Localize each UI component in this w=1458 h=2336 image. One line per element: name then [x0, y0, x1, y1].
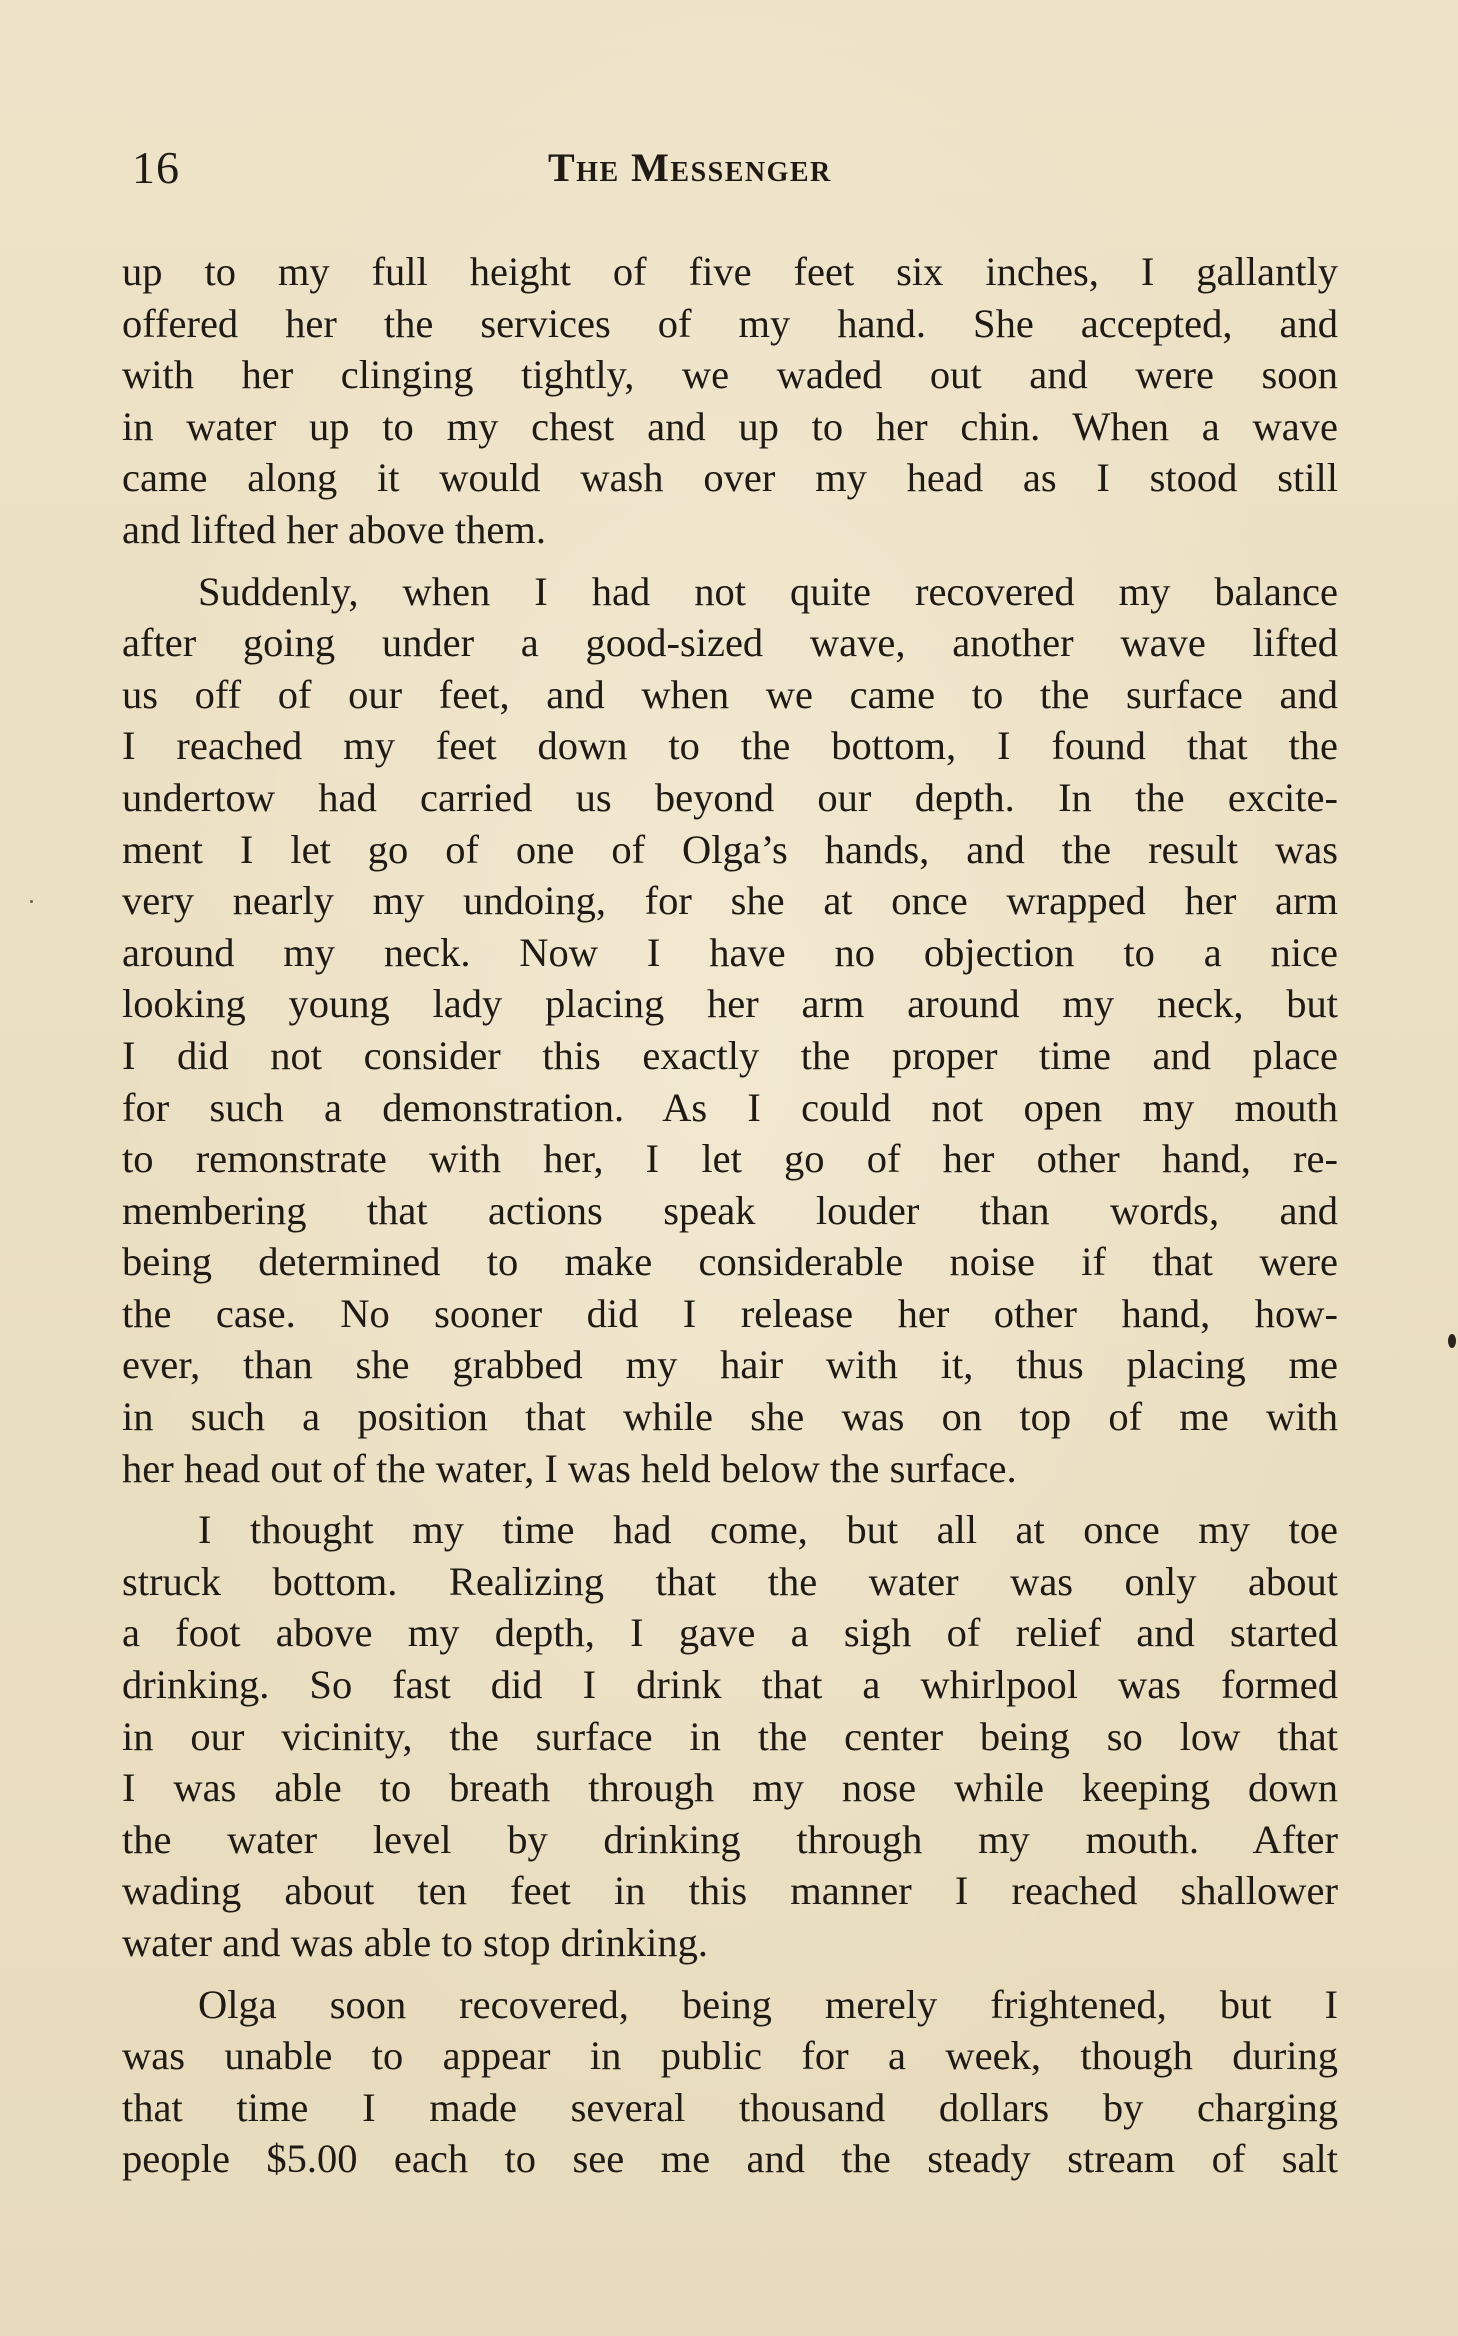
- text-line: in such a position that while she was on top of me with: [122, 1394, 1338, 1440]
- text-line: very nearly my undoing, for she at once wrapped her arm: [122, 878, 1338, 924]
- paragraph-gap: [122, 1969, 1338, 1979]
- text-line: after going under a good-sized wave, another wave lifted: [122, 620, 1338, 666]
- text-line: up to my full height of five feet six inches, I gallantly: [122, 249, 1338, 294]
- text-line: membering that actions speak louder than words, and: [122, 1187, 1338, 1233]
- text-line: to remonstrate with her, I let go of her other hand, re-: [122, 1136, 1338, 1182]
- ink-speck: [1448, 1334, 1456, 1348]
- text-line: wading about ten feet in this manner I reached shallower: [122, 1868, 1338, 1914]
- text-line: ment I let go of one of Olga’s hands, and the result was: [122, 826, 1338, 872]
- text-line: offered her the services of my hand. She accepted, and: [122, 300, 1338, 346]
- text-line: I reached my feet down to the bottom, I found that the: [122, 723, 1338, 769]
- text-line: was unable to appear in public for a week, though during: [122, 2033, 1338, 2079]
- paragraph-gap: [122, 1494, 1338, 1504]
- text-line: the case. No sooner did I release her other hand, how-: [122, 1290, 1338, 1336]
- paragraph: [122, 566, 1338, 1495]
- text-line: came along it would wash over my head as I stood still: [122, 455, 1338, 501]
- text-line: water and was able to stop drinking.: [122, 1920, 708, 1965]
- text-line: Olga soon recovered, being merely frightened, but I: [198, 1981, 1338, 2027]
- text-line: looking young lady placing her arm around my neck, but: [122, 981, 1338, 1027]
- text-line: in water up to my chest and up to her chin. When a wave: [122, 403, 1338, 449]
- text-line: with her clinging tightly, we waded out and were soon: [122, 352, 1338, 398]
- text-line: around my neck. Now I have no objection to a nice: [122, 929, 1338, 975]
- text-line: I was able to breath through my nose while keeping down: [122, 1765, 1338, 1811]
- body-text: [122, 246, 1338, 2185]
- text-line: her head out of the water, I was held below the surface.: [122, 1445, 1017, 1491]
- text-line: being determined to make considerable noise if that were: [122, 1239, 1338, 1285]
- text-line: for such a demonstration. As I could not open my mouth: [122, 1084, 1338, 1130]
- paragraph: [122, 1504, 1338, 1968]
- text-line: Suddenly, when I had not quite recovered my balance: [198, 568, 1338, 614]
- running-title: The Messenger: [548, 145, 832, 190]
- text-line: that time I made several thousand dollars by charging: [122, 2084, 1338, 2130]
- paragraph: [122, 1979, 1338, 2185]
- text-line: I did not consider this exactly the proper time and place: [122, 1032, 1338, 1078]
- text-line: the water level by drinking through my mouth. After: [122, 1816, 1338, 1862]
- text-line: and lifted her above them.: [122, 506, 546, 552]
- text-line: drinking. So fast did I drink that a whirlpool was formed: [122, 1662, 1338, 1708]
- paragraph: [122, 246, 1338, 556]
- text-line: struck bottom. Realizing that the water was only about: [122, 1558, 1338, 1604]
- page-number: 16: [132, 142, 180, 193]
- text-line: a foot above my depth, I gave a sigh of relief and started: [122, 1610, 1338, 1656]
- ink-dot: [30, 900, 33, 903]
- text-line: us off of our feet, and when we came to the surface and: [122, 671, 1338, 717]
- text-line: in our vicinity, the surface in the center being so low that: [122, 1713, 1338, 1759]
- text-line: ever, than she grabbed my hair with it, thus placing me: [122, 1342, 1338, 1388]
- text-line: undertow had carried us beyond our depth. In the excite-: [122, 774, 1338, 820]
- text-line: I thought my time had come, but all at once my toe: [198, 1507, 1338, 1553]
- text-line: people $5.00 each to see me and the steady stream of salt: [122, 2136, 1338, 2182]
- paragraph-gap: [122, 556, 1338, 566]
- page-header: [0, 138, 1458, 198]
